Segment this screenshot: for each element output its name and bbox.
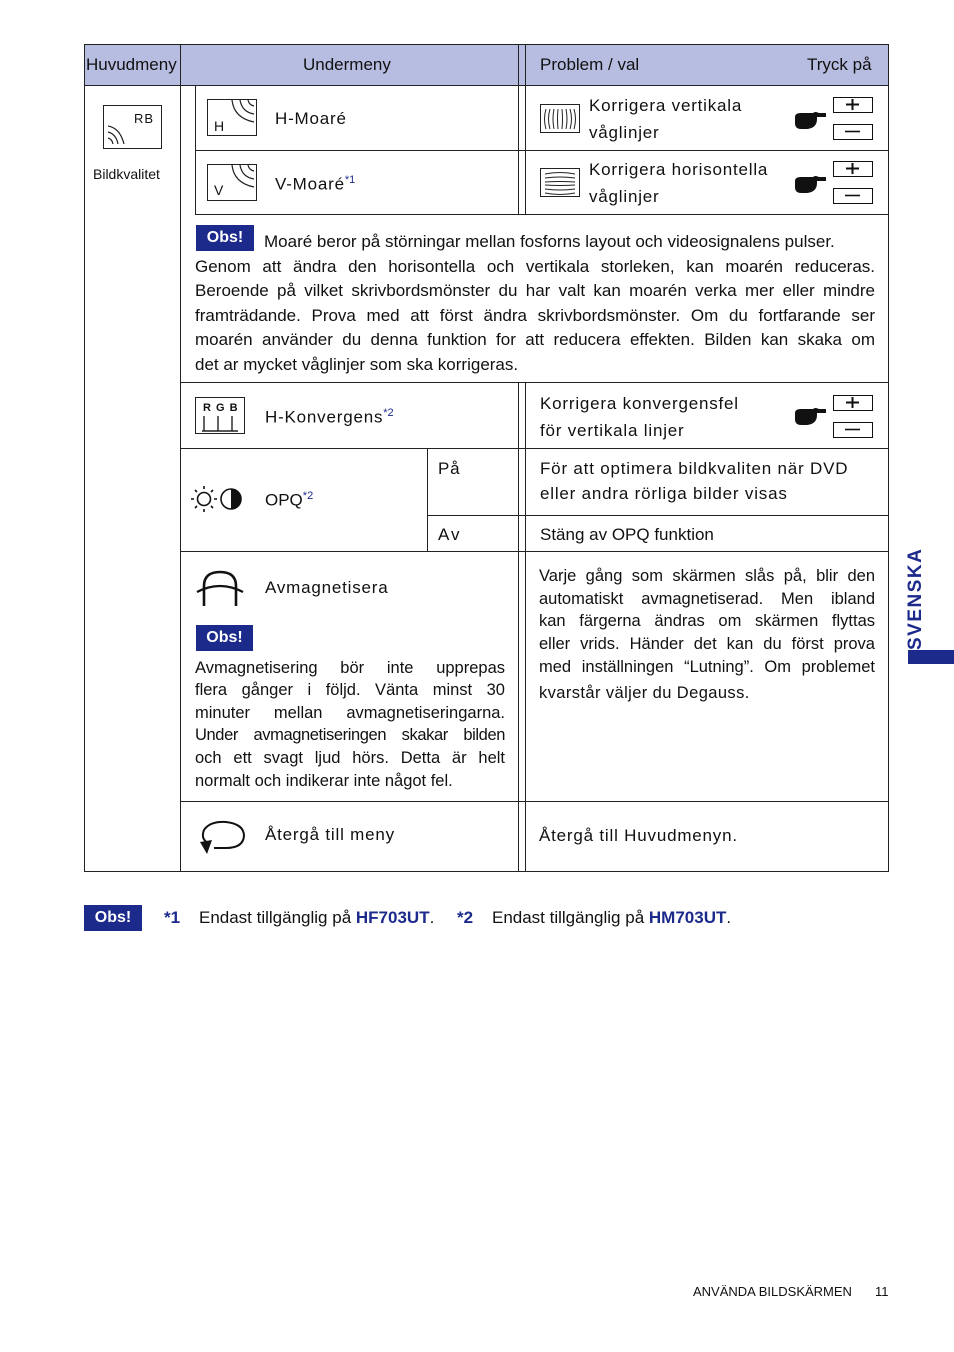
header-submenu: Undermeny [303,55,391,74]
footer-section: ANVÄNDA BILDSKÄRMEN [693,1284,852,1299]
footnote-1-text: Endast tillgänglig på [198,908,352,927]
vertical-wave-icon [540,104,580,133]
degauss-note-line: normalt och indikerar inte något fel. [195,772,453,790]
pointing-hand-icon [793,174,827,196]
footnote-2-end: . [726,908,732,927]
degauss-desc-line: med inställningen “Lutning”. Om problemet [539,658,875,676]
footnote-2 [457,908,731,928]
plus-button[interactable] [833,395,873,411]
footnote-1-end: . [429,908,435,927]
footnote-1-model: HF703UT [355,908,430,927]
picture-quality-icon-label: RB [134,111,155,126]
degauss-label: Avmagnetisera [265,578,389,597]
plus-button[interactable] [833,161,873,177]
pointing-hand-icon [793,406,827,428]
pointing-hand-icon [793,110,827,132]
header-press: Tryck på [807,55,872,74]
degauss-icon [196,568,244,608]
header-problem: Problem / val [540,55,640,74]
opq-option-on: På [438,459,461,478]
picture-quality-icon [103,105,162,149]
obs-badge: Obs! [84,905,142,931]
language-tab-bar [908,650,954,664]
page-number: 11 [875,1284,889,1299]
opq-label-wrap [265,490,313,511]
moire-note-line: framträdande. Prova med att först ändra skrivbordsmönster. Om du fortfarande ser [195,306,875,325]
v-moire-icon-letter: V [214,182,224,198]
degauss-desc-line: kan färgerna ändras om skärmen flyttas [539,612,875,630]
return-desc: Återgå till Huvudmenyn. [539,826,738,845]
footnote-2-mark: *2 [457,908,474,927]
opq-label: OPQ [265,490,303,510]
h-moire-label: H-Moaré [275,109,347,128]
language-tab: SVENSKA [905,547,926,650]
opq-off-desc: Stäng av OPQ funktion [540,525,714,544]
v-moire-footnote-mark: *1 [344,174,356,186]
v-moire-problem-line2: våglinjer [589,187,660,206]
return-label: Återgå till meny [265,825,395,844]
header-main-menu: Huvudmeny [86,55,177,74]
plus-button[interactable] [833,97,873,113]
v-moire-problem-line1: Korrigera horisontella [589,160,769,179]
opq-on-desc-line2: eller andra rörliga bilder visas [540,484,788,503]
obs-badge: Obs! [196,625,253,651]
footnote-1 [164,908,434,928]
v-moire-label-wrap [275,174,355,195]
h-conv-label-wrap [265,407,394,428]
v-moire-icon [207,164,257,201]
degauss-note-line: flera gånger i följd. Vänta minst 30 [195,681,505,699]
minus-button[interactable] [833,188,873,204]
degauss-note-line: och ett svagt ljud hörs. Detta är helt [195,749,505,767]
moire-note-line: moarén använder du denna funktion for att reducera effekten. Bilden kan skaka om [195,330,875,349]
degauss-desc-line: kvarstår väljer du Degauss. [539,684,750,702]
obs-badge: Obs! [196,225,254,251]
opq-footnote-mark: *2 [302,490,314,502]
h-moire-icon [207,99,257,136]
minus-button[interactable] [833,422,873,438]
opq-option-off: Av [438,525,462,544]
main-menu-label: Bildkvalitet [93,166,160,182]
moire-note-line: Beroende på vilket skrivbordsmönster du har valt kan moarén verka mer eller mindre [195,281,875,300]
rgb-convergence-icon [195,397,245,434]
minus-button[interactable] [833,124,873,140]
moire-note-line: Moaré beror på störningar mellan fosforns layout och videosignalens pulser. [264,232,835,251]
h-moire-icon-letter: H [214,118,225,134]
h-conv-problem-line2: för vertikala linjer [540,421,685,440]
footnote-2-text: Endast tillgänglig på [491,908,645,927]
h-conv-label: H-Konvergens [265,407,384,427]
return-icon [196,818,248,854]
degauss-desc-line: Varje gång som skärmen slås på, blir den [539,567,875,585]
h-moire-problem-line2: våglinjer [589,123,660,142]
moire-note-line: Genom att ändra den horisontella och vertikala storleken, kan moarén reduceras. [195,257,875,276]
opq-icon [191,485,243,513]
h-moire-problem-line1: Korrigera vertikala [589,96,743,115]
horizontal-wave-icon [540,168,580,197]
footnote-2-model: HM703UT [648,908,727,927]
degauss-note-line: Under avmagnetiseringen skakar bilden [195,726,505,744]
rgb-icon-label: R G B [203,402,239,414]
footnote-1-mark: *1 [164,908,181,927]
degauss-note-line: minuter mellan avmagnetiseringarna. [195,704,505,722]
degauss-desc-line: eller vrids. Händer det kan du först prova [539,635,875,653]
v-moire-label: V-Moaré [275,174,345,194]
degauss-note-line: Avmagnetisering bör inte upprepas [195,659,505,677]
opq-on-desc-line1: För att optimera bildkvaliten när DVD [540,459,849,478]
h-conv-problem-line1: Korrigera konvergensfel [540,394,739,413]
moire-note-line: det ar mycket våglinjer som ska korrigeras. [195,355,519,374]
table-header [85,45,888,85]
degauss-desc-line: automatiskt avmagnetiserad. Men ibland [539,590,875,608]
h-conv-footnote-mark: *2 [383,407,394,419]
